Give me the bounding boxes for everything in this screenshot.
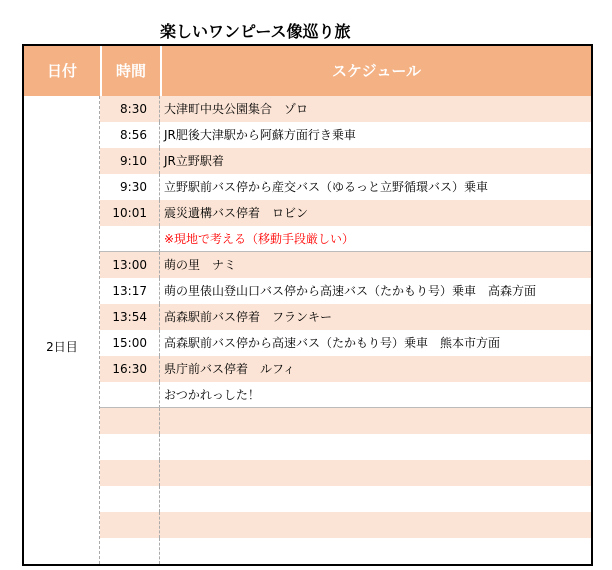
table-row — [100, 200, 591, 226]
row-schedule — [161, 460, 591, 486]
table-row — [100, 252, 591, 278]
row-schedule: ※現地で考える（移動手段厳しい） — [164, 232, 355, 246]
table-row — [100, 460, 591, 486]
row-schedule: 県庁前バス停着 ルフィ — [164, 362, 296, 376]
row-schedule: 大津町中央公園集合 ゾロ — [164, 102, 309, 116]
row-schedule: 萌の里 ナミ — [164, 258, 237, 272]
header-schedule: スケジュール — [160, 46, 591, 96]
row-time — [100, 382, 160, 408]
row-time: 16:30 — [100, 356, 160, 382]
table-row — [100, 96, 591, 122]
row-schedule: おつかれっした！ — [164, 388, 260, 402]
table-row — [100, 382, 591, 408]
row-schedule — [161, 512, 591, 538]
table-row — [100, 330, 591, 356]
row-time: 9:30 — [100, 174, 160, 200]
table-row — [100, 122, 591, 148]
table-row — [100, 174, 591, 200]
row-time: 13:00 — [100, 252, 160, 278]
schedule-table — [22, 44, 593, 566]
row-time — [100, 226, 160, 252]
row-time: 15:00 — [100, 330, 160, 356]
row-time: 8:56 — [100, 122, 160, 148]
row-time — [100, 434, 160, 460]
row-schedule: JR立野駅着 — [164, 154, 224, 168]
row-schedule: JR肥後大津駅から阿蘇方面行き乗車 — [164, 128, 356, 142]
row-time: 9:10 — [100, 148, 160, 174]
header-day: 日付 — [46, 62, 77, 80]
page-title: 楽しいワンピース像巡り旅 — [160, 22, 351, 41]
table-row — [100, 304, 591, 330]
row-time: 13:17 — [100, 278, 160, 304]
row-time: 13:54 — [100, 304, 160, 330]
row-time: 10:01 — [100, 200, 160, 226]
row-schedule — [161, 486, 591, 512]
day-cell — [24, 96, 100, 564]
row-schedule: 萌の里俵山登山口バス停から高速バス（たかもり号）乗車 高森方面 — [164, 284, 537, 298]
table-row — [100, 148, 591, 174]
row-schedule: 高森駅前バス停着 フランキー — [164, 310, 333, 324]
row-time — [100, 460, 160, 486]
row-time — [100, 512, 160, 538]
row-schedule: 高森駅前バス停から高速バス（たかもり号）乗車 熊本市方面 — [164, 336, 501, 350]
table-row — [100, 486, 591, 512]
row-schedule — [161, 538, 591, 564]
row-schedule: 立野駅前バス停から産交バス（ゆるっと立野循環バス）乗車 — [164, 180, 489, 194]
row-schedule — [161, 434, 591, 460]
header-time: 時間 — [100, 46, 160, 96]
table-row — [100, 226, 591, 252]
table-header — [24, 46, 591, 96]
row-schedule: 震災遺構バス停着 ロビン — [164, 206, 309, 220]
row-time — [100, 486, 160, 512]
table-row — [100, 538, 591, 564]
row-schedule — [161, 408, 591, 434]
table-row — [100, 434, 591, 460]
table-row — [100, 356, 591, 382]
table-row — [100, 278, 591, 304]
row-time: 8:30 — [100, 96, 160, 122]
day-label: 2日目 — [46, 340, 78, 354]
row-time — [100, 408, 160, 434]
table-row — [100, 408, 591, 434]
row-time — [100, 538, 160, 564]
table-row — [100, 512, 591, 538]
